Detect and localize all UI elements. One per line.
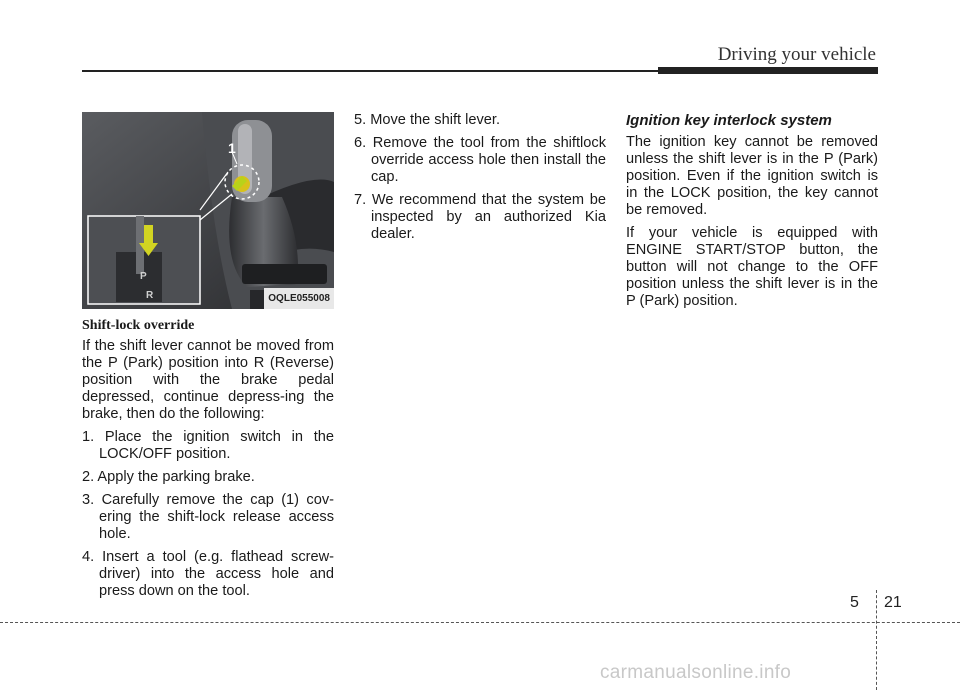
figure-code: OQLE055008	[264, 288, 334, 309]
running-header: Driving your vehicle	[717, 44, 876, 65]
ignition-interlock-para-2: If your vehicle is equipped with ENGINE START/STOP button, the button will not change to the OFF position unless the shift lever is in the P (Park) position.	[626, 225, 878, 309]
step-item: 3. Carefully remove the cap (1) cov-ering the shift-lock release access hole.	[82, 492, 334, 542]
ignition-interlock-title: Ignition key interlock system	[626, 112, 832, 129]
shift-lever-figure	[82, 112, 334, 309]
ignition-interlock-para-1: The ignition key cannot be removed unless the shift lever is in the P (Park) position. Even if the ignition switch is in the LOCK position, the key cannot be removed.	[626, 134, 878, 218]
footer-divider	[876, 590, 877, 690]
header-rule-thick	[658, 67, 878, 74]
gear-p-label: P	[140, 271, 147, 282]
step-item: 4. Insert a tool (e.g. flathead screw-driver) into the access hole and press down on the tool.	[82, 549, 334, 599]
column-1	[82, 112, 334, 606]
step-item: 6. Remove the tool from the shiftlock override access hole then install the cap.	[354, 135, 606, 185]
step-item: 1. Place the ignition switch in the LOCK/OFF position.	[82, 429, 334, 462]
page-number: 21	[884, 594, 902, 611]
steps-list-1	[82, 429, 334, 600]
shift-lock-subhead: Shift-lock override	[82, 318, 195, 333]
shift-lock-intro: If the shift lever cannot be moved from the P (Park) position into R (Reverse) position with the brake pedal depressed, continue depress-ing the brake, then do the following:	[82, 338, 334, 422]
column-2	[354, 112, 606, 249]
steps-list-2	[354, 112, 606, 243]
step-item: 5. Move the shift lever.	[354, 112, 501, 128]
gear-r-label: R	[146, 290, 154, 301]
chapter-number: 5	[850, 594, 859, 611]
header-rule	[82, 70, 662, 72]
shift-lever-illustration	[82, 112, 334, 309]
column-3	[626, 112, 878, 316]
step-item: 2. Apply the parking brake.	[82, 469, 255, 485]
watermark: carmanualsonline.info	[600, 662, 792, 683]
footer-rule	[0, 622, 960, 623]
step-item: 7. We recommend that the system be inspected by an authorized Kia dealer.	[354, 192, 606, 242]
callout-number: 1	[228, 140, 236, 156]
